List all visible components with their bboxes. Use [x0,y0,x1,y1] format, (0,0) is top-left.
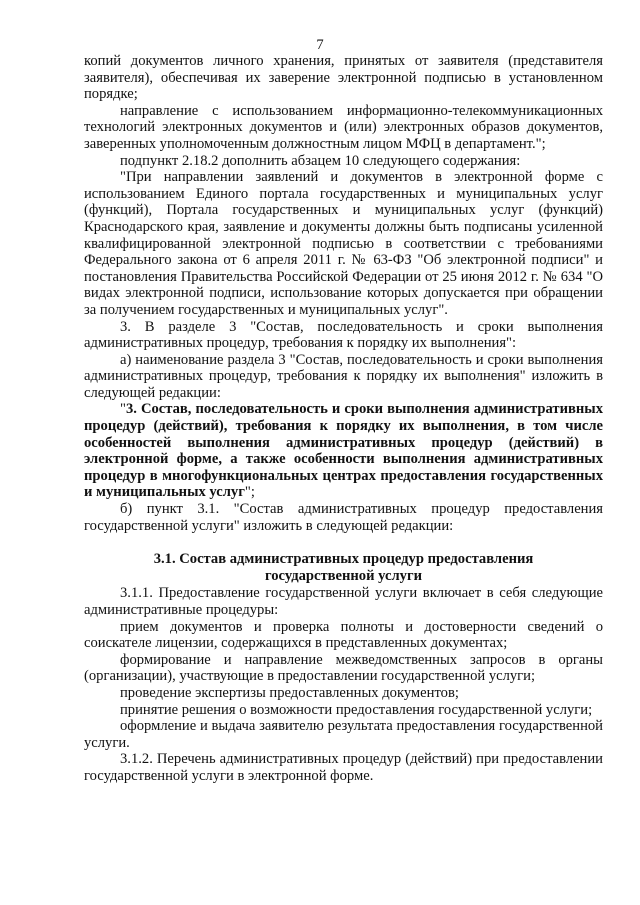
page-number: 7 [316,37,324,53]
paragraph: копий документов личного хранения, принятых от заявителя (представителя заявителя), обеспечивая их заверение электронной подписью в установленном порядке; [84,53,603,103]
paragraph: а) наименование раздела 3 "Состав, последовательность и сроки выполнения административных процедур, требования к порядку их выполнения" изложить в следующей редакции: [84,351,603,401]
paragraph: проведение экспертизы предоставленных документов; [120,684,459,701]
quote-close: "; [244,484,255,501]
quote-open: " [120,401,126,418]
paragraph: подпункт 2.18.2 дополнить абзацем 10 следующего содержания: [120,152,521,169]
paragraph: оформление и выдача заявителю результата предоставления государственной услуги. [84,718,603,751]
paragraph: б) пункт 3.1. "Состав административных процедур предоставления государственной услуги" изложить в следующей редакции: [84,501,603,534]
paragraph: прием документов и проверка полноты и достоверности сведений о соискателе лицензии, содержащихся в представленных документах; [84,618,603,652]
section-heading [84,551,603,584]
paragraph: 3.1.2. Перечень административных процедур (действий) при предоставлении государственной услуги в электронной форме. [84,751,603,784]
section-heading-line: 3.1. Состав административных процедур предоставления [153,551,534,568]
paragraph: 3.1.1. Предоставление государственной услуги включает в себя следующие административные процедуры: [84,585,603,618]
bold-section-title: 3. Состав, последовательность и сроки выполнения административных процедур (действий), требования к порядку их выполнения, в том числе особенностей выполнения административных процедур (действий) в электронной форме, а также особенности выполнения административных процедур в многофункциональных центрах предоставления государственных и муниципальных услуг [84,401,603,501]
paragraph: формирование и направление межведомственных запросов в органы (организации), участвующие в предоставлении государственной услуги; [84,651,603,685]
paragraph: "При направлении заявлений и документов в электронной форме с использованием Единого портала государственных и муниципальных услуг (функций), Портала государственных и муниципальных услуг (функций) Краснодарского края, заявление и документы должны быть подписаны усиленной квалифицированной электронной подписью в соответствии с требованиями Федерального закона от 6 апреля 2011 г. № 63-ФЗ "Об электронной подписи" и постановления Правительства Российской Федерации от 25 июня 2012 г. № 634 "О видах электронной подписи, использование которых допускается при обращении за получением государственных и муниципальных услуг". [84,169,603,318]
bold-section-title-quote [84,401,603,501]
paragraph: направление с использованием информационно-телекоммуникационных технологий электронных документов и (или) электронных образов документов, заверенных уполномоченным должностным лицом МФЦ в департамент."; [84,102,603,152]
paragraph: принятие решения о возможности предоставления государственной услуги; [120,701,593,718]
section-heading-line: государственной услуги [264,567,423,584]
paragraph: 3. В разделе 3 "Состав, последовательность и сроки выполнения административных процедур, требования к порядку их выполнения": [84,318,603,352]
document-body [84,53,603,785]
